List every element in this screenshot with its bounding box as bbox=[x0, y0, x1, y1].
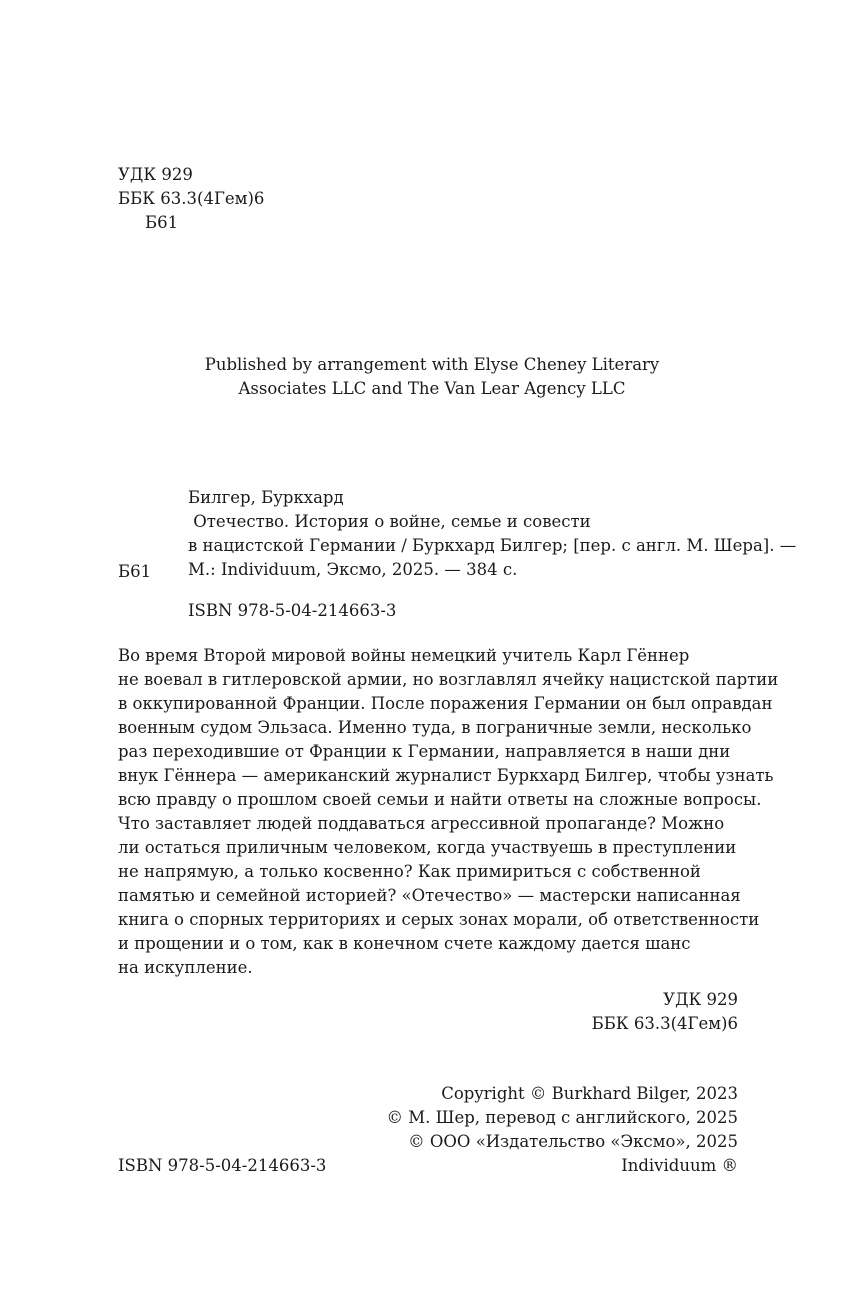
annotation-line: Во время Второй мировой войны немецкий учитель Карл Гённер bbox=[118, 646, 690, 665]
annotation-line: внук Гённера — американский журналист Буркхард Билгер, чтобы узнать bbox=[118, 766, 774, 785]
classification-bbk: ББК 63.3(4Гем)6 bbox=[591, 1014, 738, 1033]
annotation bbox=[118, 644, 778, 980]
arrangement-line-2: Associates LLC and The Van Lear Agency LLC bbox=[238, 379, 626, 398]
arrangement-line-1: Published by arrangement with Elyse Cheney Literary bbox=[204, 355, 660, 374]
annotation-line: и прощении и о том, как в конечном счете каждому дается шанс bbox=[118, 934, 691, 953]
header-udk: УДК 929 bbox=[118, 165, 193, 184]
annotation-line: не воевал в гитлеровской армии, но возглавлял ячейку нацистской партии bbox=[118, 670, 779, 689]
annotation-line: памятью и семейной историей? «Отечество» — мастерски написанная bbox=[118, 886, 741, 905]
catalog-title-line-3: М.: Individuum, Эксмо, 2025. — 384 с. bbox=[188, 560, 518, 579]
catalog-author: Билгер, Буркхард bbox=[188, 488, 344, 507]
catalog-title-line-2: в нацистской Германии / Буркхард Билгер; [пер. с англ. М. Шера]. — bbox=[188, 536, 797, 555]
annotation-line: всю правду о прошлом своей семьи и найти ответы на сложные вопросы. bbox=[118, 790, 762, 809]
copyright-line-2: © М. Шер, перевод с английского, 2025 bbox=[386, 1108, 738, 1127]
header-bbk: ББК 63.3(4Гем)6 bbox=[118, 189, 265, 208]
annotation-line: не напрямую, а только косвенно? Как примириться с собственной bbox=[118, 862, 701, 881]
annotation-line: на искупление. bbox=[118, 958, 253, 977]
copyright-line-3: © ООО «Издательство «Эксмо», 2025 bbox=[408, 1132, 738, 1151]
footer-isbn: ISBN 978-5-04-214663-3 bbox=[118, 1156, 327, 1175]
copyright-line-1: Copyright © Burkhard Bilger, 2023 bbox=[441, 1084, 738, 1103]
annotation-line: книга о спорных территориях и серых зонах морали, об ответственности bbox=[118, 910, 760, 929]
annotation-line: раз переходившие от Франции к Германии, направляется в наши дни bbox=[118, 742, 731, 761]
annotation-line: военным судом Эльзаса. Именно туда, в пограничные земли, несколько bbox=[118, 718, 752, 737]
copyright-line-4: Individuum ® bbox=[621, 1156, 738, 1175]
annotation-line: Что заставляет людей поддаваться агрессивной пропаганде? Можно bbox=[118, 814, 725, 833]
annotation-line: ли остаться приличным человеком, когда участвуешь в преступлении bbox=[118, 838, 737, 857]
catalog-title-line-1: Отечество. История о войне, семье и совести bbox=[188, 512, 591, 531]
header-author-mark: Б61 bbox=[145, 213, 179, 232]
classification-udk: УДК 929 bbox=[663, 990, 738, 1009]
catalog-isbn: ISBN 978-5-04-214663-3 bbox=[188, 601, 397, 620]
catalog-author-mark: Б61 bbox=[118, 562, 152, 581]
annotation-line: в оккупированной Франции. После поражения Германии он был оправдан bbox=[118, 694, 773, 713]
